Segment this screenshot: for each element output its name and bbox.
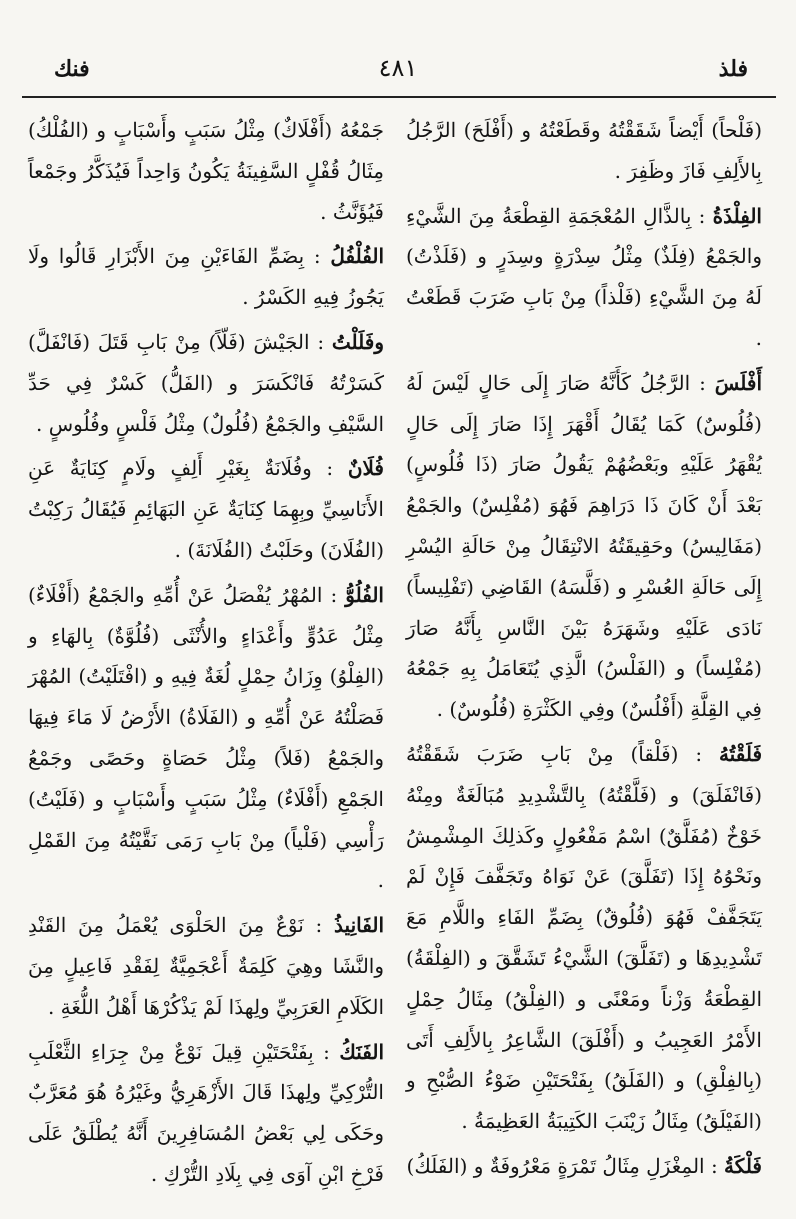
catchword-right: فلذ — [718, 56, 748, 82]
text-columns — [28, 110, 763, 1186]
entry-headword: أَفْلَسَ — [714, 370, 763, 395]
left-column — [28, 110, 385, 1186]
entry-text: : المُهْرُ يُفْصَلُ عَنْ أُمِّهِ والجَمْعُ (أَفْلَاءٌ) مِثْلُ عَدُوٍّ وأَعْدَاءٍ والأُنْثَى (فُلُوَّةٌ) بِالهَاءِ و (الفِلْوُ) وِزَانُ حِمْلٍ لُغَةٌ فِيهِ و (افْتَلَيْتُ) المُهْرَ فَصَلْتُهُ عَنْ أُمِّهِ و (الفَلَاةُ) الأَرْضُ لَا مَاءَ فِيهَا والجَمْعُ (فَلاً) مِثْلُ حَصَاةٍ وحَصًى وجَمْعُ الجَمْعِ (أَفْلَاءٌ) مِثْلُ سَبَبٍ وأَسْبَابٍ و (فَلَيْتُ) رَأْسِي (فَلْياً) مِنْ بَابِ رَمَى نَقَّيْتُهُ مِنَ القَمْلِ . — [28, 582, 384, 893]
entry-aflasa — [406, 363, 762, 730]
entry-text: : بِالذَّالِ المُعْجَمَةِ القِطْعَةُ مِنَ الشَّيْءِ والجَمْعُ (فِلَذٌ) مِثْلُ سِدْرَةٍ وسِدَرٍ و (فَلَذْتُ) لَهُ مِنَ الشَّيْءِ (فَلْذاً) مِنْ بَابِ ضَرَبَ قَطَعْتُ . — [406, 203, 762, 350]
entry-text: (فَلْحاً) أَيْضاً شَقَقْتُهُ وقَطَعْتُهُ و (أَفْلَحَ) الرَّجُلُ بِالأَلِفِ فَازَ وظَفِرَ . — [406, 118, 762, 183]
entry-fulful — [28, 236, 384, 318]
entry-headword: الفَانِيذُ — [334, 913, 385, 938]
entry-headword: الفُلْفُلُ — [330, 244, 384, 269]
page-header — [40, 52, 756, 92]
entry-headword: فَلَقْتُهُ — [718, 741, 763, 766]
entry-filza — [406, 196, 762, 359]
entry-text: : الرَّجُلُ كَأَنَّهُ صَارَ إِلَى حَالٍ لَيْسَ لَهُ (فُلُوسٌ) كَمَا يُقَالُ أَقْهَرَ إِذَا صَارَ إِلَى حَالٍ يُقْهَرُ عَلَيْهِ وبَعْضُهُمْ يَقُولُ صَارَ (ذَا فُلُوسٍ) بَعْدَ أَنْ كَانَ ذَا دَرَاهِمَ فَهُوَ (مُفْلِسٌ) والجَمْعُ (مَفَالِيسُ) وحَقِيقَتُهُ الانْتِقَالُ مِنْ حَالَةِ اليُسْرِ إِلَى حَالَةِ العُسْرِ و (فَلَّسَهُ) القَاضِي (تَفْلِيساً) نَادَى عَلَيْهِ وشَهَرَهُ بَيْنَ النَّاسِ بِأَنَّهُ صَارَ (مُفْلِساً) و (الفَلْسُ) الَّذِي يُتَعَامَلُ بِهِ جَمْعُهُ فِي القِلَّةِ (أَفْلُسٌ) وفِي الكَثْرَةِ (فُلُوسٌ) . — [406, 370, 762, 722]
entry-headword: فَلْكَةُ — [724, 1153, 762, 1178]
page-number: ٤٨١ — [378, 54, 418, 82]
right-column — [406, 110, 763, 1178]
entry-fuluww — [28, 575, 384, 901]
entry-headword: فُلَانٌ — [347, 456, 384, 481]
entry-falaqtuhu — [406, 734, 762, 1142]
entry-continuation — [28, 110, 384, 232]
entry-headword: الفَنَكُ — [339, 1039, 385, 1064]
entry-text: : نَوْعٌ مِنَ الحَلْوَى يُعْمَلُ مِنَ القَنْدِ والنَّشَا وهِيَ كَلِمَةٌ أَعْجَمِيَّةٌ لِفَقْدِ فَاعِيلٍ مِنَ الكَلَامِ العَرَبِيِّ ولِهذَا لَمْ يَذْكُرْهَا أَهْلُ اللُّغَةِ . — [28, 913, 384, 1019]
entry-falaltu — [28, 322, 384, 444]
entry-text: : المِغْزَلِ مِثَالُ تَمْرَةٍ مَعْرُوفَةٌ و (الفَلَكُ) — [406, 1153, 718, 1178]
entry-headword: وفَلَلْتُ — [331, 329, 385, 354]
entry-continuation — [406, 110, 762, 192]
header-rule — [22, 96, 776, 98]
entry-headword: الفُلُوُّ — [345, 582, 384, 607]
entry-falkah — [406, 1146, 762, 1187]
entry-text: : وفُلَانَةٌ بِغَيْرِ أَلِفٍ ولَامٍ كِنَايَةٌ عَنِ الأَنَاسِيِّ وبِهِمَا كِنَايَةٌ عَنِ البَهَائِمِ فَيُقَالُ رَكِبْتُ (الفُلَانَ) وحَلَبْتُ (الفُلَانَةَ) . — [28, 456, 384, 562]
entry-fulan — [28, 448, 384, 570]
entry-text: جَمْعُهُ (أَفْلَاكٌ) مِثْلُ سَبَبٍ وأَسْبَابٍ و (الفُلْكُ) مِثَالُ قُفْلٍ السَّفِينَةُ يَكُونُ وَاحِداً فَيُذَكَّرُ وجَمْعاً فَيُؤَنَّثُ . — [28, 118, 384, 224]
entry-fanak — [28, 1032, 384, 1195]
entry-text: : (فَلْقاً) مِنْ بَابِ ضَرَبَ شَقَقْتُهُ (فَانْفَلَقَ) و (فَلَّقْتُهُ) بِالتَّشْدِيدِ مُبَالَغَةٌ ومِنْهُ خَوْخٌ (مُفَلَّقٌ) اسْمُ مَفْعُولٍ وكَذلِكَ المِشْمِشُ ونَحْوُهُ إِذَا (تَفَلَّقَ) عَنْ نَوَاهُ وتَجَفَّفَ فَإِنْ لَمْ يَتَجَفَّفْ فَهُوَ (فُلُوقٌ) بِضَمِّ الفَاءِ واللَّامِ مَعَ تَشْدِيدِهَا و (تَفَلَّقَ) الشَّيْءُ تَشَقَّقَ و (الفِلْقَةُ) القِطْعَةُ وَزْناً ومَعْنًى و (الفِلْقُ) مِثَالُ حِمْلٍ الأَمْرُ العَجِيبُ و (أَفْلَقَ) الشَّاعِرُ بِالأَلِفِ أَتَى (بِالفِلْقِ) و (الفَلَقُ) بِفَتْحَتَيْنِ ضَوْءُ الصُّبْحِ و (الفَيْلَقُ) مِثَالُ زَيْنَبَ الكَتِيبَةُ العَظِيمَةُ . — [406, 741, 762, 1134]
catchword-left: فنك — [54, 56, 90, 82]
entry-headword: الفِلْذَةُ — [712, 203, 762, 228]
entry-text: : الجَيْشَ (فَلّاً) مِنْ بَابِ قَتَلَ (فَانْفَلَّ) كَسَرْتُهُ فَانْكَسَرَ و (الفَلُّ) كَسْرٌ فِي حَدِّ السَّيْفِ والجَمْعُ (فُلُولٌ) مِثْلُ فَلْسٍ وفُلُوسٍ . — [28, 329, 384, 436]
entry-fanidh — [28, 905, 384, 1027]
entry-text: : بِضَمِّ الفَاءَيْنِ مِنَ الأَبْزَارِ قَالُوا ولَا يَجُوزُ فِيهِ الكَسْرُ . — [28, 244, 384, 310]
entry-text: : بِفَتْحَتَيْنِ قِيلَ نَوْعٌ مِنْ جِرَاءِ الثَّعْلَبِ التُّرْكِيِّ ولِهذَا قَالَ الأَزْهَرِيُّ وغَيْرُهُ هُوَ مُعَرَّبٌ وحَكَى لِي بَعْضُ المُسَافِرِينَ أَنَّهُ يُطْلَقُ عَلَى فَرْخِ ابْنِ آوَى فِي بِلَادِ التُّرْكِ . — [28, 1039, 384, 1186]
